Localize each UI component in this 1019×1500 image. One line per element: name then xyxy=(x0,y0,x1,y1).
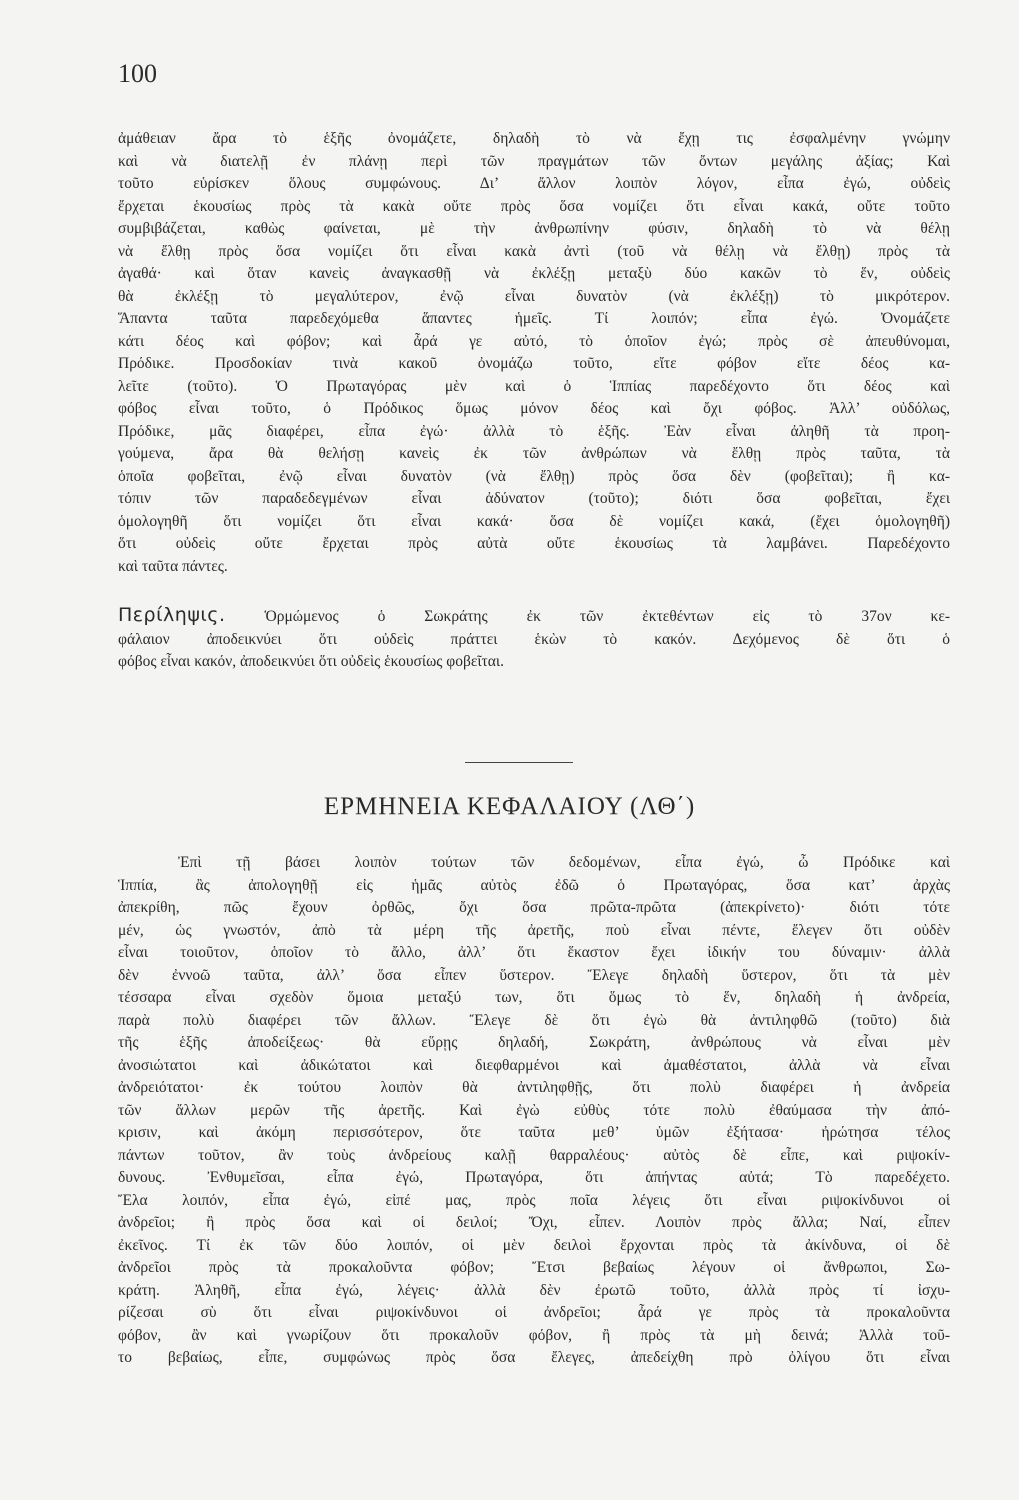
text-line: καὶ ταῦτα πάντες. xyxy=(118,557,228,575)
text-line: δὲν ἐννοῶ ταῦτα, ἀλλ’ ὅσα εἶπεν ὕστερον. Ἔλεγε δηλαδὴ ὕστερον, ὅτι τὰ μὲν xyxy=(118,966,950,984)
section-divider xyxy=(465,762,573,763)
page-number: 100 xyxy=(118,59,157,88)
text-line: Ἅπαντα ταῦτα παρεδεχόμεθα ἅπαντες ἡμεῖς. Τί λοιπόν; εἶπα ἐγώ. Ὀνομάζετε xyxy=(118,310,950,327)
text-line: ἀνδρειότατοι· ἐκ τούτου λοιπὸν θὰ ἀντιληφθῇς, ὅτι πολὺ διαφέρει ἡ ἀνδρεία xyxy=(118,1079,950,1096)
text-line: δυνους. Ἐνθυμεῖσαι, εἶπα ἐγώ, Πρωταγόρα, ὅτι ἀπήντας αὐτά; Τὸ παρεδέχετο. xyxy=(118,1169,950,1186)
text-line: θὰ ἐκλέξῃ τὸ μεγαλύτερον, ἐνῷ εἶναι δυνατὸν (νὰ ἐκλέξῃ) τὸ μικρότερον. xyxy=(118,287,950,305)
text-line: Ἔλα λοιπόν, εἶπα ἐγώ, εἰπέ μας, πρὸς ποῖα λέγεις ὅτι εἶναι ριψοκίνδυνοι οἱ xyxy=(118,1191,950,1209)
text-line: Ἱππία, ἂς ἀπολογηθῇ εἰς ἡμᾶς αὐτὸς ἐδῶ ὁ Πρωταγόρας, ὅσα κατ’ ἀρχὰς xyxy=(118,876,950,894)
text-line: εἶναι τοιοῦτον, ὁποῖον τὸ ἄλλο, ἀλλ’ ὅτι ἕκαστον ἔχει ἰδικήν του δύναμιν· ἀλλὰ xyxy=(118,944,950,961)
text-line: τέσσαρα εἶναι σχεδὸν ὅμοια μεταξύ των, ὅτι ὅμως τὸ ἕν, δηλαδὴ ἡ ἀνδρεία, xyxy=(118,989,950,1006)
chapter-title: ΕΡΜΗΝΕΙΑ ΚΕΦΑΛΑΙΟΥ (ΛΘ΄) xyxy=(323,793,696,820)
summary-paragraph xyxy=(118,604,950,674)
text-line: ὁμολογηθῆ ὅτι νομίζει ὅτι εἶναι κακά· ὅσα δὲ νομίζει κακά, (ἔχει ὁμολογηθῆ) xyxy=(118,512,950,530)
text-line: φόβος εἶναι τοῦτο, ὁ Πρόδικος ὅμως μόνον δέος καὶ ὄχι φόβος. Ἀλλ’ οὐδόλως, xyxy=(118,400,950,417)
text-line: συμβιβάζεται, καθὼς φαίνεται, μὲ τὴν ἀνθρωπίνην φύσιν, δηλαδὴ τὸ νὰ θέλῃ xyxy=(118,220,950,237)
summary-line: φάλαιον ἀποδεικνύει ὅτι οὐδεὶς πράττει ἑκὼν τὸ κακόν. Δεχόμενος δὲ ὅτι ὁ xyxy=(118,630,950,648)
summary-line: φόβος εἶναι κακόν, ἀποδεικνύει ὅτι οὐδεὶς ἑκουσίως φοβεῖται. xyxy=(118,653,504,670)
text-line: Πρόδικε. Προσδοκίαν τινὰ κακοῦ ὀνομάζω τοῦτο, εἴτε φόβον εἴτε δέος κα- xyxy=(118,355,950,372)
text-line: φόβον, ἂν καὶ γνωρίζουν ὅτι προκαλοῦν φόβον, ἢ πρὸς τὰ μὴ δεινά; Ἀλλὰ τοῦ- xyxy=(118,1326,950,1344)
text-line: τοῦτο εὑρίσκεν ὅλους συμφώνους. Δι’ ἄλλον λοιπὸν λόγον, εἶπα ἐγώ, οὐδεὶς xyxy=(118,175,950,192)
text-line: ἀγαθά· καὶ ὅταν κανεὶς ἀναγκασθῇ νὰ ἐκλέξῃ μεταξὺ δύο κακῶν τὸ ἕν, οὐδεὶς xyxy=(118,265,950,282)
text-line: παρὰ πολὺ διαφέρει τῶν ἄλλων. Ἔλεγε δὲ ὅτι ἐγὼ θὰ ἀντιληφθῶ (τοῦτο) διὰ xyxy=(118,1011,950,1029)
text-line: ἀμάθειαν ἄρα τὸ ἑξῆς ὀνομάζετε, δηλαδὴ τὸ νὰ ἔχῃ τις ἐσφαλμένην γνώμην xyxy=(118,130,950,147)
text-line: τῶν ἄλλων μερῶν τῆς ἀρετῆς. Καὶ ἐγὼ εὐθὺς τότε πολὺ ἐθαύμασα τὴν ἀπό- xyxy=(118,1101,950,1119)
summary-line-text: Ὁρμώμενος ὁ Σωκράτης ἐκ τῶν ἐκτεθέντων εἰς τὸ 37ον κε- xyxy=(264,608,950,625)
summary-line xyxy=(118,604,950,629)
text-line: το βεβαίως, εἶπε, συμφώνως πρὸς ὅσα ἔλεγες, ἀπεδείχθη πρὸ ὀλίγου ὅτι εἶναι xyxy=(118,1349,950,1366)
text-line: λεῖτε (τοῦτο). Ὁ Πρωταγόρας μὲν καὶ ὁ Ἱππίας παρεδέχοντο ὅτι δέος καὶ xyxy=(118,377,950,395)
text-line: κράτη. Ἀληθῆ, εἶπα ἐγώ, λέγεις· ἀλλὰ δὲν ἐρωτῶ τοῦτο, ἀλλὰ πρὸς τί ἰσχυ- xyxy=(118,1281,950,1299)
text-line: νὰ ἔλθῃ πρὸς ὅσα νομίζει ὅτι εἶναι κακὰ ἀντὶ (τοῦ νὰ θέλῃ νὰ ἔλθῃ) πρὸς τὰ xyxy=(118,242,950,260)
text-line: κάτι δέος καὶ φόβον; καὶ ἆρά γε αὐτό, τὸ ὁποῖον ἐγώ; πρὸς σὲ ἀπευθύνομαι, xyxy=(118,332,950,350)
paragraph-1 xyxy=(118,128,950,578)
text-line: ἀνοσιώτατοι καὶ ἀδικώτατοι καὶ διεφθαρμένοι καὶ ἀμαθέστατοι, ἀλλὰ νὰ εἶναι xyxy=(118,1056,950,1074)
text-line: τόπιν τῶν παραδεδεγμένων εἶναι ἀδύνατον (τοῦτο); διότι ὅσα φοβεῖται, ἔχει xyxy=(118,490,950,507)
text-line: ἐκεῖνος. Τί ἐκ τῶν δύο λοιπόν, οἱ μὲν δειλοὶ ἔρχονται πρὸς τὰ ἀκίνδυνα, οἱ δὲ xyxy=(118,1236,950,1254)
text-line: καὶ νὰ διατελῇ ἐν πλάνῃ περὶ τῶν πραγμάτων τῶν ὄντων μεγάλης ἀξίας; Καὶ xyxy=(118,152,950,170)
text-line: τῆς ἑξῆς ἀποδείξεως· θὰ εὕρῃς δηλαδή, Σωκράτη, ἀνθρώπους νὰ εἶναι μὲν xyxy=(118,1034,950,1051)
text-line: ἔρχεται ἑκουσίως πρὸς τὰ κακὰ οὔτε πρὸς ὅσα νομίζει ὅτι εἶναι κακά, οὔτε τοῦτο xyxy=(118,197,950,215)
summary-label: Περίληψις. xyxy=(118,604,226,626)
text-line: ὁποῖα φοβεῖται, ἐνῷ εἶναι δυνατὸν (νὰ ἔλθῃ) πρὸς ὅσα δὲν (φοβεῖται); ἢ κα- xyxy=(118,467,950,485)
text-line: Ἐπὶ τῇ βάσει λοιπὸν τούτων τῶν δεδομένων, εἶπα ἐγώ, ὦ Πρόδικε καὶ xyxy=(178,854,950,871)
text-line: κρισιν, καὶ ἀκόμη περισσότερον, ὅτε ταῦτα μεθ’ ὑμῶν ἐξήτασα· ἠρώτησα τέλος xyxy=(118,1124,950,1141)
text-line: γούμενα, ἄρα θὰ θελήσῃ κανεὶς ἐκ τῶν ἀνθρώπων νὰ ἔλθῃ πρὸς ταῦτα, τὰ xyxy=(118,445,950,462)
paragraph-2 xyxy=(118,852,950,1370)
text-line: ρίζεσαι σὺ ὅτι εἶναι ριψοκίνδυνοι οἱ ἀνδρεῖοι; ἆρά γε πρὸς τὰ προκαλοῦντα xyxy=(118,1304,950,1321)
text-line: ἀνδρεῖοι πρὸς τὰ προκαλοῦντα φόβον; Ἔτσι βεβαίως λέγουν οἱ ἄνθρωποι, Σω- xyxy=(118,1259,950,1276)
text-line: μέν, ὡς γνωστόν, ἀπὸ τὰ μέρη τῆς ἀρετῆς, ποὺ εἶναι πέντε, ἔλεγεν ὅτι οὐδὲν xyxy=(118,921,950,939)
text-line: πάντων τοῦτον, ἂν τοὺς ἀνδρείους καλῇ θαρραλέους· αὐτὸς δὲ εἶπε, καὶ ριψοκίν- xyxy=(118,1146,950,1164)
text-line: ὅτι οὐδεὶς οὔτε ἔρχεται πρὸς αὐτὰ οὔτε ἑκουσίως τὰ λαμβάνει. Παρεδέχοντο xyxy=(118,535,950,552)
text-line: ἀπεκρίθη, πῶς ἔχουν ὀρθῶς, ὄχι ὅσα πρῶτα-πρῶτα (ἀπεκρίνετο)· διότι τότε xyxy=(118,899,950,916)
text-line: Πρόδικε, μᾶς διαφέρει, εἶπα ἐγώ· ἀλλὰ τὸ ἑξῆς. Ἐὰν εἶναι ἀληθῆ τὰ προη- xyxy=(118,422,950,440)
text-line: ἀνδρεῖοι; ἢ πρὸς ὅσα καὶ οἱ δειλοί; Ὄχι, εἶπεν. Λοιπὸν πρὸς ἄλλα; Ναί, εἶπεν xyxy=(118,1214,950,1231)
